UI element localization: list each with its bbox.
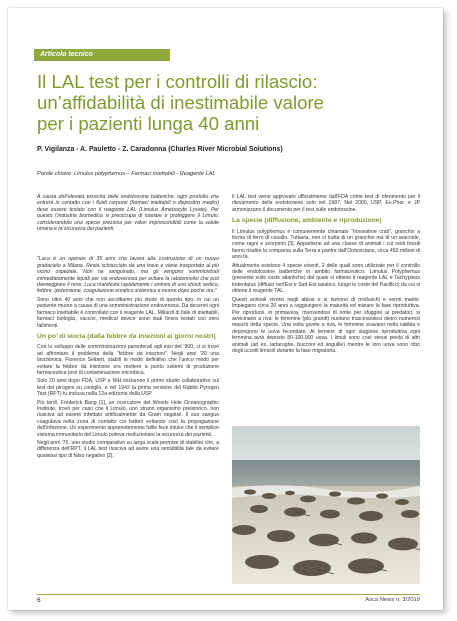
paragraph: Attualmente esistono 4 specie viventi, 2 delle quali sono utilizzate per il controllo delle endotossine batteriche in ambito farmaceutico: Limulus Polyphemus (presente sulle coste atlantiche) dal quale si ottiene il reagente LAL e Tachypleus tridentatus (diffuso nell’Est e Sud-Est asiatico, lungo le coste del Pacifico) da cui si ottiene il reagente TAL. xyxy=(232,262,420,295)
page-number: 6 xyxy=(37,597,41,604)
paragraph: Il LAL test viene approvato ufficialmente dall’FDA come test di riferimento per il rilevamento delle endotossine solo nel 1987. Nel 2000, USP, Eu.Phar. e JP armonizzano il documento per il test sulle endotossine. xyxy=(232,194,420,213)
abstract: A causa dell’elevata tossicità delle endotossine batteriche, ogni prodotto che entrerà in contatto con i fluidi corporei (farmaci iniettabili o dispositivi medici) deve essere testato con il reagente LAL (Limulus Amebocyte Lysate). Per questo l’industria biomedica si preoccupa di tutelare e proteggere il Limulo, considerandolo una specie preziosa per valori imprescindibili come la salute umana e la sicurezza dei pazienti. xyxy=(37,194,219,233)
paragraph: Sono oltre 40 anni che non ascoltiamo più storie di questo tipo, in cui un paziente muore a causa di una somministrazione endovenosa. Da decenni ogni farmaco iniettabile è controllato con il reagente LAL. Miliardi di fiale di iniettabili, farmaci biologici, vaccini, medical device sono stati finora testati con zero fallimenti. xyxy=(37,296,219,329)
subheading-history: Un po’ di storia (dalla febbre da iniezioni ai giorni nostri) xyxy=(37,332,216,340)
title-line-2: un’affidabilità di inestimabile valore xyxy=(37,92,324,113)
right-column xyxy=(232,194,420,356)
left-column xyxy=(37,194,219,461)
article-title xyxy=(37,71,427,134)
paragraph: Con lo sviluppo delle somministrazioni parenterali agli inizi del ‘900, ci si trovò ad affrontare il problema della “febbre da iniezioni”. Negli anni ‘20 una biochimica, Florence Seibert, stabilì in modo definitivo che l’unico modo per evitare la febbre da iniezione era mettere a punto sistemi di produzione farmaceutica privi di contaminazione microbica. xyxy=(37,344,219,376)
paragraph: Solo 20 anni dopo FDA, USP e NIH iniziarono il primo studio collaborativo sul test dei pirogeni su coniglio, e nel 1942 la prima versione del Rabbit Pyrogen Test (RPT) fu inclusa nella 12a edizione della USP. xyxy=(37,378,219,398)
authors: P. Vigilanza - A. Pauletto - Z. Caradonna (Charles River Microbial Solutions) xyxy=(37,146,283,153)
paragraph: Il Limulus polyphemus è comunemente chiamato “horseshoe crab”, granchio a forma di ferro di cavallo. Tuttavia, non si tratta di un granchio ma di un aracnide, come ragni e scorpioni [3]. Appartiene ad una classe di animali i cui resti fossili fanno risalire la comparsa sulla Terra a partire dall’Ordoviciano, circa 450 milioni di anni fa. xyxy=(232,228,420,261)
paragraph: Questi animali vivono negli abissi e si nutrono di molluschi e vermi marini. Impiegano circa 20 anni a raggiungere la maturità ed iniziare la fase riproduttiva. Per riprodursi, in primavera, muovendosi di notte per sfuggire ai predatori, si avvicinano a riva: le femmine (più grandi) nuotano trascinandosi dietro numerosi maschi della specie. Una volta giunte a riva, le femmine scavano nella sabbia e depongono le uova fecondate. Al termine di ogni stagione riproduttiva ogni femmina avrà deposto 80-100.000 uova. I limuli sono così stessi preda di altri animali (ad es. tartarughe, bucconi ed anguille) mentre le loro uova sono cibo degli uccelli limicoli durante la fase migratoria. xyxy=(232,296,420,354)
paragraph: Negli anni ‘70, uno studio comparativo su larga scala permise di stabilire che, a differenza dell’RPT, il LAL test riusciva ad avere una sensibilità tale da evitare qualsiasi tipo di falso negativo [2]. xyxy=(37,440,219,459)
section-tag: Articolo tecnico xyxy=(34,49,170,61)
magazine-page xyxy=(8,8,443,610)
paragraph: Più tardi, Frederick Bang [1], un ricercatore del Woods Hole Oceanographic Institute, trovò per caso che il Limulo, uno strano organismo preistorico, non riusciva ad essere infettato artificialmente da Gram negativi. Il suo sangue coagulava nella zona di contatto coi batteri evitando così la propagazione dell’infezione. Un esperimento apparentemente futile fece intuire che il semplice sistema immunitario del Limulo poteva rivoluzionare la sicurezza dei pazienti. xyxy=(37,399,219,438)
intro-quote: “Luca è un operaio di 35 anni che lavora alla costruzione di un nuovo grattacielo a Milano. Resta schiacciato da una trave e viene trasportato al più vicino ospedale. Non ha sanguinato, ma gli vengono somministrati immediatamente liquidi per via endovenosa per evitare la rabdomiolisi che può danneggiare il rene. Luca manifesta rapidamente i sintomi di uno shock settico, febbre, ipotensione, coagulazione ematica sistemica e muore dopo poche ore.” xyxy=(37,256,219,295)
keywords: Parole chiave: Limulus polyphemus – Farmaci iniettabili - Reagente LAL xyxy=(37,171,216,177)
subheading-species: La specie (diffusione, ambiente e riproduzione) xyxy=(232,217,382,225)
title-line-3: per i pazienti lunga 40 anni xyxy=(37,113,260,134)
title-line-1: Il LAL test per i controlli di rilascio: xyxy=(37,71,318,92)
journal-issue: Asca News n. 3/2019 xyxy=(365,597,420,603)
footer-rule xyxy=(37,594,420,595)
horseshoe-crabs-photo xyxy=(232,426,420,584)
